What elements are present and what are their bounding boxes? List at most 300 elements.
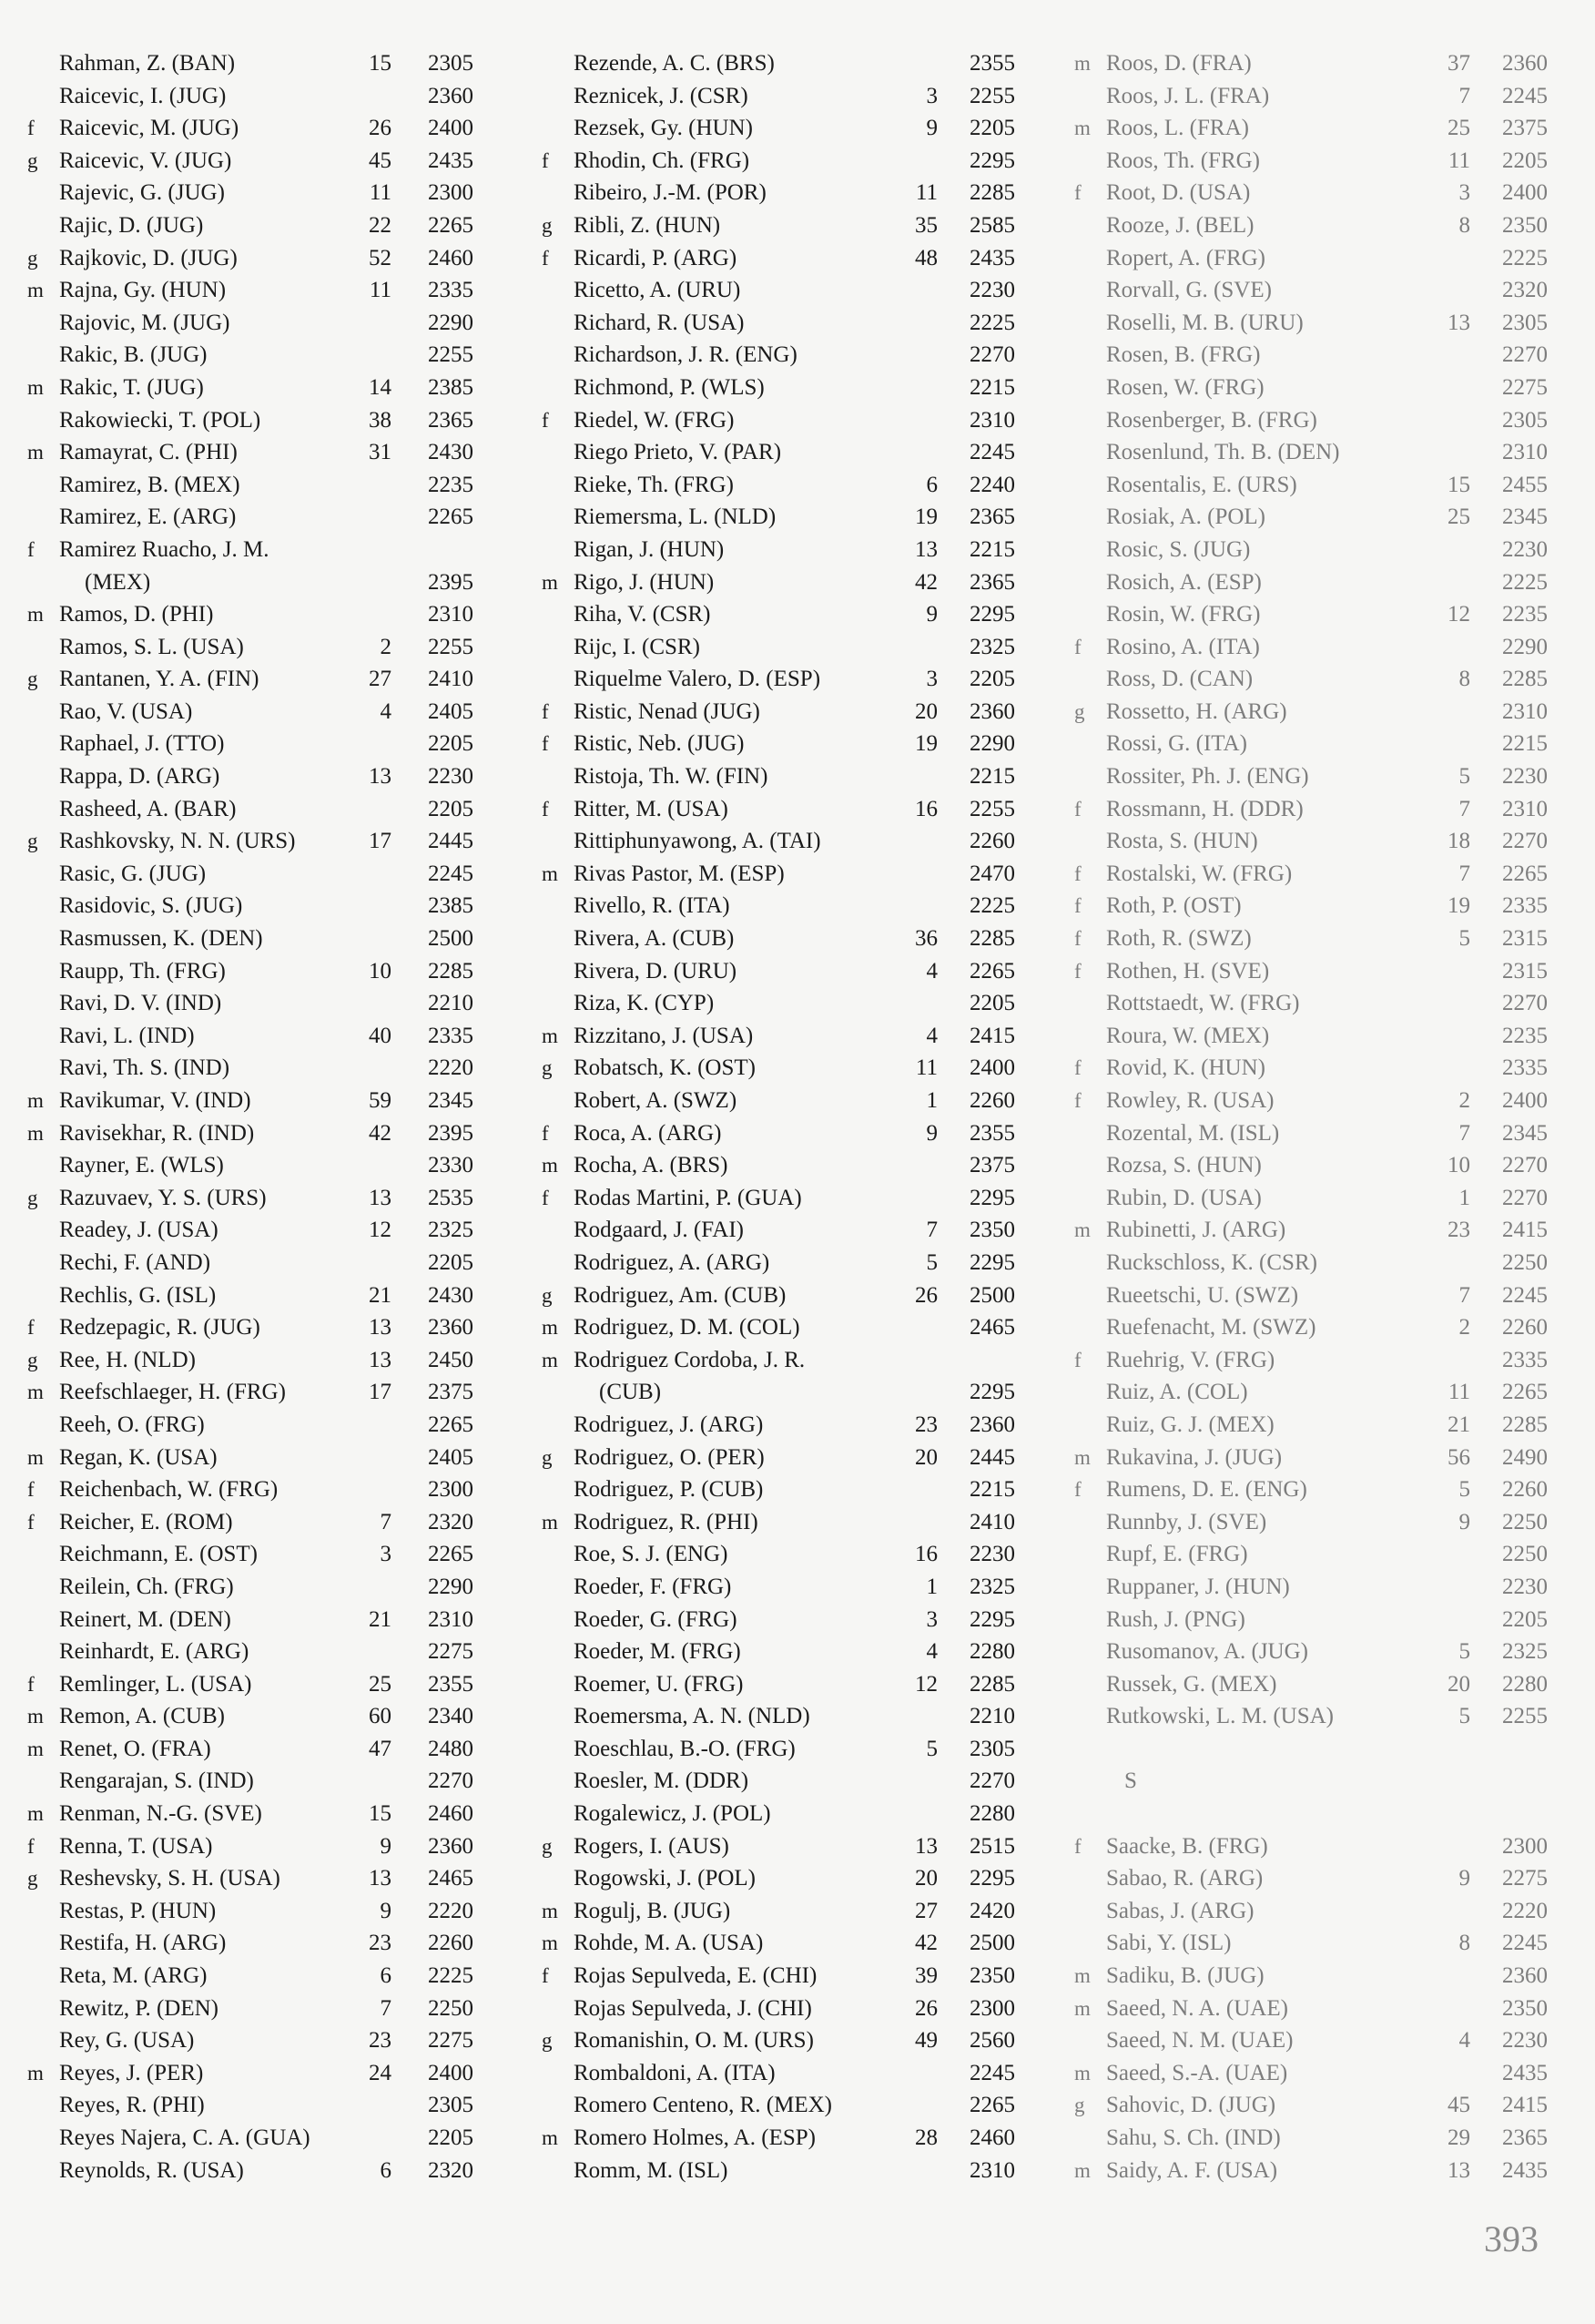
player-name xyxy=(1106,825,1461,858)
rating: 2335 xyxy=(428,278,473,303)
player-name-line: Sabi, Y. (ISL) xyxy=(1106,1931,1232,1956)
player-name xyxy=(59,1960,387,1993)
games-count: 40 xyxy=(369,1023,391,1048)
player-name xyxy=(574,177,938,209)
rating: 2335 xyxy=(428,1023,473,1048)
rating: 2480 xyxy=(428,1736,473,1761)
player-name-line: Rooze, J. (BEL) xyxy=(1106,212,1255,238)
player-name-line: Rahman, Z. (BAN) xyxy=(59,51,236,76)
player-name-line: Ravikumar, V. (IND) xyxy=(59,1088,251,1113)
player-name xyxy=(59,436,387,469)
player-name xyxy=(574,1279,938,1312)
player-title: f xyxy=(1074,894,1082,918)
player-entry xyxy=(542,1895,1033,1928)
player-name xyxy=(59,1993,387,2025)
player-title: m xyxy=(27,441,44,464)
games-count: 5 xyxy=(1458,1704,1470,1729)
games-count: 8 xyxy=(1458,1931,1470,1956)
player-name-line: Rossmann, H. (DDR) xyxy=(1106,796,1304,821)
player-name-line: Riego Prieto, V. (PAR) xyxy=(574,440,782,465)
player-name xyxy=(574,307,938,340)
player-entry xyxy=(27,1214,501,1247)
player-name-line: Rewitz, P. (DEN) xyxy=(59,1995,218,2021)
player-title: m xyxy=(542,1316,558,1340)
player-name xyxy=(574,1473,938,1506)
rating: 2350 xyxy=(1502,1995,1548,2021)
player-entry xyxy=(27,534,501,598)
player-entry xyxy=(1074,2024,1575,2057)
player-entry xyxy=(27,1409,501,1442)
player-name xyxy=(59,890,387,922)
player-name xyxy=(1106,469,1461,502)
player-entry xyxy=(542,955,1033,988)
player-name-line: Rozsa, S. (HUN) xyxy=(1106,1153,1262,1178)
player-name-line: Rezsek, Gy. (HUN) xyxy=(574,116,753,141)
player-entry xyxy=(542,1700,1033,1733)
player-entry xyxy=(542,696,1033,729)
player-name xyxy=(59,307,387,340)
rating: 2460 xyxy=(428,245,473,270)
player-name xyxy=(574,1733,938,1766)
player-entry xyxy=(1074,1830,1575,1863)
games-count: 13 xyxy=(915,1833,938,1859)
games-count: 22 xyxy=(369,212,391,238)
player-name xyxy=(1106,436,1461,469)
player-entry xyxy=(542,1117,1033,1150)
rating: 2270 xyxy=(1502,829,1548,854)
player-entry xyxy=(27,47,501,80)
games-count: 20 xyxy=(915,1444,938,1470)
games-count: 6 xyxy=(380,2157,391,2183)
player-name xyxy=(1106,760,1461,793)
player-entry xyxy=(542,1182,1033,1215)
rating: 2405 xyxy=(428,1444,473,1470)
player-name xyxy=(574,1765,938,1798)
player-title: f xyxy=(1074,1089,1082,1112)
player-entry xyxy=(542,598,1033,631)
player-name xyxy=(574,242,938,275)
player-name-line: Rocha, A. (BRS) xyxy=(574,1153,728,1178)
player-entry xyxy=(27,80,501,113)
player-name-line: Rottstaedt, W. (FRG) xyxy=(1106,991,1300,1016)
player-entry xyxy=(27,728,501,760)
games-count: 13 xyxy=(1448,2157,1470,2183)
rating: 2500 xyxy=(970,1931,1015,1956)
rating: 2270 xyxy=(1502,991,1548,1016)
games-count: 23 xyxy=(1448,1218,1470,1243)
player-name-line: Reilein, Ch. (FRG) xyxy=(59,1574,234,1599)
player-name xyxy=(574,1830,938,1863)
player-title: g xyxy=(27,668,38,691)
player-name-line: Rukavina, J. (JUG) xyxy=(1106,1444,1283,1470)
rating: 2295 xyxy=(970,1380,1015,1405)
rating: 2350 xyxy=(970,1963,1015,1989)
player-name xyxy=(1106,858,1461,891)
player-name xyxy=(59,1279,387,1312)
rating: 2355 xyxy=(970,51,1015,76)
player-entry xyxy=(1074,1247,1575,1279)
player-name xyxy=(59,534,387,598)
player-name xyxy=(1106,2155,1461,2187)
player-name-line: Romero Centeno, R. (MEX) xyxy=(574,2093,832,2118)
rating: 2310 xyxy=(1502,440,1548,465)
rating: 2255 xyxy=(1502,1704,1548,1729)
rating: 2235 xyxy=(1502,1023,1548,1048)
games-count: 13 xyxy=(369,1315,391,1340)
games-count: 42 xyxy=(369,1120,391,1146)
games-count: 26 xyxy=(915,1995,938,2021)
rating: 2275 xyxy=(428,2028,473,2054)
player-name-line: Ribli, Z. (HUN) xyxy=(574,212,721,238)
player-entry xyxy=(27,2057,501,2090)
rating: 2215 xyxy=(970,1477,1015,1503)
player-name xyxy=(1106,307,1461,340)
player-name xyxy=(59,987,387,1020)
player-entry xyxy=(1074,1409,1575,1442)
rating: 2245 xyxy=(970,2060,1015,2085)
player-title: f xyxy=(27,1316,35,1340)
player-name xyxy=(1106,1668,1461,1701)
player-name xyxy=(59,2155,387,2187)
rating: 2360 xyxy=(1502,1963,1548,1989)
player-name xyxy=(574,469,938,502)
player-entry xyxy=(542,469,1033,502)
rating: 2315 xyxy=(1502,926,1548,952)
player-name-line: Rutkowski, L. M. (USA) xyxy=(1106,1704,1335,1729)
player-name xyxy=(1106,1960,1461,1993)
player-entry xyxy=(27,1636,501,1668)
player-name-line: Reinhardt, E. (ARG) xyxy=(59,1639,249,1665)
player-name xyxy=(1106,696,1461,729)
games-count: 13 xyxy=(369,1866,391,1891)
player-name xyxy=(574,2024,938,2057)
rating: 2325 xyxy=(970,634,1015,659)
player-name xyxy=(1106,793,1461,826)
player-entry xyxy=(1074,274,1575,307)
player-entry xyxy=(1074,339,1575,372)
games-count: 21 xyxy=(369,1606,391,1632)
games-count: 4 xyxy=(926,1639,938,1665)
player-name-line: Romm, M. (ISL) xyxy=(574,2157,728,2183)
games-count: 9 xyxy=(1458,1509,1470,1534)
rating: 2265 xyxy=(970,958,1015,984)
player-entry xyxy=(27,436,501,469)
player-name xyxy=(1106,1117,1461,1150)
player-entry xyxy=(1074,728,1575,760)
rating: 2310 xyxy=(1502,796,1548,821)
player-name-line: Rosentalis, E. (URS) xyxy=(1106,472,1297,497)
rating: 2230 xyxy=(1502,2028,1548,2054)
player-title: g xyxy=(1074,2094,1085,2117)
player-name-line: Reichenbach, W. (FRG) xyxy=(59,1477,279,1503)
player-title: m xyxy=(542,1510,558,1534)
player-entry xyxy=(1074,436,1575,469)
player-entry xyxy=(1074,890,1575,922)
player-title: f xyxy=(542,408,549,432)
rating: 2395 xyxy=(428,569,473,595)
player-title: m xyxy=(542,570,558,594)
player-title: f xyxy=(1074,1834,1082,1858)
games-count: 7 xyxy=(1458,796,1470,821)
player-name-line: Ristoja, Th. W. (FIN) xyxy=(574,764,768,790)
player-title: m xyxy=(1074,1445,1091,1469)
games-count: 6 xyxy=(926,472,938,497)
player-entry xyxy=(1074,1117,1575,1150)
player-entry xyxy=(542,1311,1033,1344)
player-name-line: Rakic, B. (JUG) xyxy=(59,342,208,368)
games-count: 3 xyxy=(926,83,938,108)
player-entry xyxy=(542,1344,1033,1409)
rating: 2360 xyxy=(970,698,1015,724)
player-entry xyxy=(1074,1085,1575,1117)
player-name xyxy=(1106,1862,1461,1895)
player-entry xyxy=(1074,696,1575,729)
player-name-line: Rogowski, J. (POL) xyxy=(574,1866,757,1891)
player-entry xyxy=(542,1830,1033,1863)
player-name-line: Reshevsky, S. H. (USA) xyxy=(59,1866,280,1891)
rating: 2295 xyxy=(970,1185,1015,1210)
player-entry xyxy=(542,436,1033,469)
player-name-line: Rueetschi, U. (SWZ) xyxy=(1106,1282,1299,1308)
rating: 2345 xyxy=(1502,1120,1548,1146)
player-name xyxy=(1106,631,1461,664)
player-name-line: Rappa, D. (ARG) xyxy=(59,764,220,790)
games-count: 13 xyxy=(1448,310,1470,335)
player-name xyxy=(59,2024,387,2057)
player-name-line: Ramos, S. L. (USA) xyxy=(59,634,244,659)
player-entry xyxy=(542,760,1033,793)
player-name-line: Rojas Sepulveda, E. (CHI) xyxy=(574,1963,818,1989)
games-count: 11 xyxy=(369,180,391,206)
player-name xyxy=(574,566,938,599)
player-name-line: Rajna, Gy. (HUN) xyxy=(59,278,227,303)
player-name-line: Roeder, G. (FRG) xyxy=(574,1606,737,1632)
games-count: 27 xyxy=(369,667,391,692)
player-name-line: Ristic, Nenad (JUG) xyxy=(574,698,760,724)
player-entry xyxy=(542,307,1033,340)
player-name-line: Romero Holmes, A. (ESP) xyxy=(574,2125,816,2150)
player-name xyxy=(574,2155,938,2187)
player-entry xyxy=(1074,307,1575,340)
games-count: 4 xyxy=(926,1023,938,1048)
rating: 2205 xyxy=(428,2125,473,2150)
player-name xyxy=(574,1149,938,1182)
games-count: 23 xyxy=(369,2028,391,2054)
player-name-line: Rodriguez, J. (ARG) xyxy=(574,1412,764,1437)
player-name xyxy=(59,696,387,729)
player-entry xyxy=(27,1085,501,1117)
player-name xyxy=(59,728,387,760)
player-name xyxy=(574,1311,938,1344)
rating: 2285 xyxy=(970,180,1015,206)
games-count: 35 xyxy=(915,212,938,238)
player-name xyxy=(574,1020,938,1053)
player-name xyxy=(574,1960,938,1993)
player-name xyxy=(574,2057,938,2090)
rating: 2320 xyxy=(1502,278,1548,303)
player-name xyxy=(59,47,387,80)
player-entry xyxy=(27,1376,501,1409)
player-entry xyxy=(542,631,1033,664)
rating: 2305 xyxy=(1502,407,1548,433)
player-name xyxy=(1106,1020,1461,1053)
player-name xyxy=(59,209,387,242)
rating: 2235 xyxy=(1502,602,1548,627)
rating: 2245 xyxy=(1502,1282,1548,1308)
rating: 2290 xyxy=(428,1574,473,1599)
player-name-line: Rush, J. (PNG) xyxy=(1106,1606,1245,1632)
player-entry xyxy=(542,534,1033,566)
games-count: 25 xyxy=(369,1671,391,1697)
player-name-line: Ruefenacht, M. (SWZ) xyxy=(1106,1315,1316,1340)
rating: 2560 xyxy=(970,2028,1015,2054)
rating: 2245 xyxy=(1502,1931,1548,1956)
player-entry xyxy=(27,955,501,988)
player-title: f xyxy=(1074,959,1082,983)
rating: 2260 xyxy=(1502,1315,1548,1340)
player-name-line: Reyes, J. (PER) xyxy=(59,2060,204,2085)
rating: 2230 xyxy=(1502,1574,1548,1599)
rating: 2375 xyxy=(1502,116,1548,141)
games-count: 5 xyxy=(926,1249,938,1275)
player-entry xyxy=(1074,242,1575,275)
player-entry xyxy=(542,1506,1033,1539)
player-name-line: Ravi, Th. S. (IND) xyxy=(59,1055,230,1081)
player-name-line: Richard, R. (USA) xyxy=(574,310,745,335)
player-name xyxy=(1106,145,1461,178)
player-title: m xyxy=(542,861,558,885)
player-name-line: Rivello, R. (ITA) xyxy=(574,893,730,919)
player-entry xyxy=(27,1895,501,1928)
rating: 2355 xyxy=(428,1671,473,1697)
player-name xyxy=(1106,2122,1461,2155)
rating: 2295 xyxy=(970,602,1015,627)
player-title: f xyxy=(27,537,35,561)
player-name xyxy=(574,404,938,437)
player-name-line: Ropert, A. (FRG) xyxy=(1106,245,1265,270)
player-entry xyxy=(542,501,1033,534)
rating: 2285 xyxy=(1502,1412,1548,1437)
player-name-line: Reefschlaeger, H. (FRG) xyxy=(59,1380,286,1405)
player-entry xyxy=(542,890,1033,922)
rating: 2345 xyxy=(1502,505,1548,530)
games-count: 13 xyxy=(369,1347,391,1372)
games-count: 19 xyxy=(1448,893,1470,919)
player-name xyxy=(59,372,387,404)
player-name-line: Ribeiro, J.-M. (POR) xyxy=(574,180,767,206)
games-count: 11 xyxy=(1448,148,1470,173)
rating: 2235 xyxy=(428,472,473,497)
player-name-line: Riedel, W. (FRG) xyxy=(574,407,735,433)
games-count: 20 xyxy=(1448,1671,1470,1697)
rating: 2205 xyxy=(970,667,1015,692)
player-name-line: Roos, L. (FRA) xyxy=(1106,116,1249,141)
rating: 2285 xyxy=(428,958,473,984)
player-name-line: Richmond, P. (WLS) xyxy=(574,374,765,400)
rating: 2315 xyxy=(1502,958,1548,984)
rating: 2285 xyxy=(1502,667,1548,692)
player-entry xyxy=(1074,955,1575,988)
rating: 2225 xyxy=(428,1963,473,1989)
player-title: g xyxy=(542,213,553,237)
player-name xyxy=(574,1182,938,1215)
player-name xyxy=(59,404,387,437)
games-count: 49 xyxy=(915,2028,938,2054)
rating: 2295 xyxy=(970,1249,1015,1275)
player-name-line: Rezende, A. C. (BRS) xyxy=(574,51,775,76)
rating: 2305 xyxy=(1502,310,1548,335)
player-entry xyxy=(542,47,1033,80)
player-name xyxy=(59,663,387,696)
player-name xyxy=(59,1311,387,1344)
player-entry xyxy=(1074,598,1575,631)
player-name-line: Sabas, J. (ARG) xyxy=(1106,1898,1255,1923)
player-entry xyxy=(542,404,1033,437)
games-count: 12 xyxy=(1448,602,1470,627)
player-title: m xyxy=(27,603,44,627)
player-name-line: Rodriguez, D. M. (COL) xyxy=(574,1315,800,1340)
rating: 2250 xyxy=(428,1995,473,2021)
rating: 2265 xyxy=(1502,861,1548,886)
player-name-line: Ross, D. (CAN) xyxy=(1106,667,1254,692)
games-count: 12 xyxy=(915,1671,938,1697)
player-title: f xyxy=(542,148,549,172)
player-name-line: Rodriguez, O. (PER) xyxy=(574,1444,765,1470)
player-name-line: Rorvall, G. (SVE) xyxy=(1106,278,1272,303)
player-name-line: Rogers, I. (AUS) xyxy=(574,1833,729,1859)
player-name xyxy=(59,1376,387,1409)
player-entry xyxy=(27,2024,501,2057)
player-name xyxy=(1106,242,1461,275)
player-name-line: Saeed, S.-A. (UAE) xyxy=(1106,2060,1288,2085)
player-name-line: Rombaldoni, A. (ITA) xyxy=(574,2060,776,2085)
rating: 2375 xyxy=(428,1380,473,1405)
player-name-line: Reynolds, R. (USA) xyxy=(59,2157,244,2183)
player-name-line: Rajovic, M. (JUG) xyxy=(59,310,230,335)
player-entry xyxy=(1074,1214,1575,1247)
player-name-line: Rigo, J. (HUN) xyxy=(574,569,715,595)
games-count: 29 xyxy=(1448,2125,1470,2151)
rating: 2300 xyxy=(428,1477,473,1503)
player-name-line: Rowley, R. (USA) xyxy=(1106,1088,1275,1113)
rating: 2225 xyxy=(970,893,1015,919)
rating: 2400 xyxy=(428,2060,473,2085)
player-name xyxy=(59,1862,387,1895)
player-name-line: Rosta, S. (HUN) xyxy=(1106,829,1258,854)
player-name-line: Rivas Pastor, M. (ESP) xyxy=(574,861,785,886)
player-title: m xyxy=(27,375,44,399)
player-title: g xyxy=(27,1867,38,1891)
rating: 2245 xyxy=(428,861,473,886)
player-entry xyxy=(27,1733,501,1766)
player-name xyxy=(574,436,938,469)
player-name xyxy=(59,1538,387,1571)
games-count: 23 xyxy=(369,1931,391,1956)
player-name-line: Ramayrat, C. (PHI) xyxy=(59,440,238,465)
player-name-line: Rossetto, H. (ARG) xyxy=(1106,698,1287,724)
player-entry xyxy=(542,566,1033,599)
player-name xyxy=(59,1149,387,1182)
player-entry xyxy=(542,209,1033,242)
games-count: 6 xyxy=(380,1963,391,1989)
player-name-line: Rittiphunyawong, A. (TAI) xyxy=(574,829,821,854)
player-entry xyxy=(27,1668,501,1701)
rating: 2260 xyxy=(970,1088,1015,1113)
player-entry xyxy=(1074,1993,1575,2025)
player-title: m xyxy=(27,1737,44,1760)
player-entry xyxy=(27,987,501,1020)
player-name-line: Roth, R. (SWZ) xyxy=(1106,926,1252,952)
